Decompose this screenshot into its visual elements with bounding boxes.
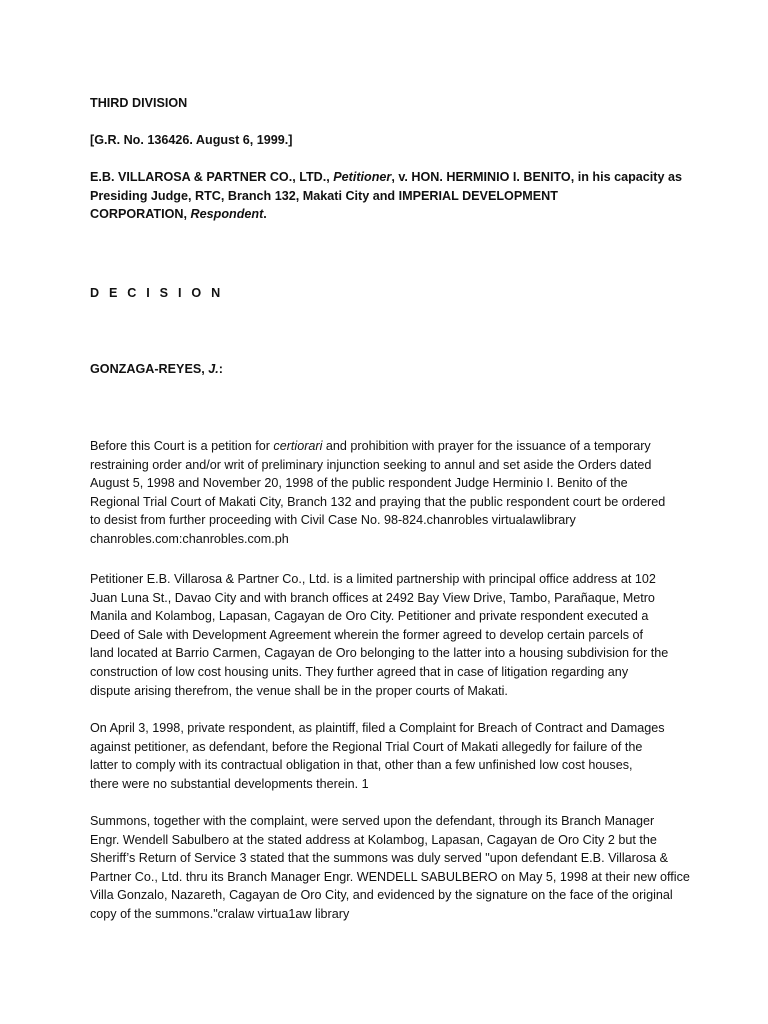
paragraph-1 <box>90 437 680 549</box>
parties-line-3: CORPORATION, Respondent. <box>90 207 267 222</box>
paragraph-line: August 5, 1998 and November 20, 1998 of the public respondent Judge Herminio I. Benito of the <box>90 476 628 491</box>
paragraph-line: land located at Barrio Carmen, Cagayan de Oro belonging to the latter into a housing subdivision for the <box>90 646 669 661</box>
paragraph-line: Before this Court is a petition for certiorari and prohibition with prayer for the issuance of a temporary <box>90 439 651 453</box>
paragraph-line: restraining order and/or writ of preliminary injunction seeking to annul and set aside the Orders dated <box>90 457 652 472</box>
parties-line-1: E.B. VILLAROSA & PARTNER CO., LTD., Petitioner, v. HON. HERMINIO I. BENITO, in his capacity as <box>90 170 683 184</box>
paragraph-line: Juan Luna St., Davao City and with branch offices at 2492 Bay View Drive, Tambo, Parañaque, Metro <box>90 590 655 605</box>
paragraph-line: against petitioner, as defendant, before the Regional Trial Court of Makati allegedly for failure of the <box>90 739 643 754</box>
paragraph-3 <box>90 719 680 793</box>
paragraph-line: Partner Co., Ltd. thru its Branch Manager Engr. WENDELL SABULBERO on May 5, 1998 at their new office <box>90 869 690 884</box>
paragraph-4 <box>90 812 690 924</box>
paragraph-line: Engr. Wendell Sabulbero at the stated address at Kolambog, Lapasan, Cagayan de Oro City 2 but the <box>90 832 657 847</box>
paragraph-line: dispute arising therefrom, the venue shall be in the proper courts of Makati. <box>90 683 508 698</box>
ponente: GONZAGA-REYES, J.: <box>90 362 223 376</box>
paragraph-2 <box>90 570 680 700</box>
paragraph-line: On April 3, 1998, private respondent, as plaintiff, filed a Complaint for Breach of Contract and Damages <box>90 721 665 735</box>
paragraph-line: Petitioner E.B. Villarosa & Partner Co., Ltd. is a limited partnership with principal office address at 102 <box>90 572 656 586</box>
paragraph-line: Regional Trial Court of Makati City, Branch 132 and praying that the public respondent court be ordered <box>90 494 666 509</box>
case-reference: [G.R. No. 136426. August 6, 1999.] <box>90 133 293 147</box>
case-parties <box>90 168 683 224</box>
decision-heading: D E C I S I O N <box>90 286 224 300</box>
paragraph-line: latter to comply with its contractual obligation in that, other than a few unfinished low cost houses, <box>90 758 633 773</box>
paragraph-line: Villa Gonzalo, Nazareth, Cagayan de Oro City, and evidenced by the signature on the face of the original <box>90 888 673 903</box>
paragraph-line: to desist from further proceeding with Civil Case No. 98-824.chanrobles virtualawlibrary <box>90 513 576 528</box>
respondent-role: Respondent <box>190 207 264 222</box>
paragraph-line: Sheriff’s Return of Service 3 stated that the summons was duly served "upon defendant E.B. Villarosa & <box>90 851 669 866</box>
petitioner-role: Petitioner <box>333 170 392 184</box>
paragraph-line: construction of low cost housing units. They further agreed that in case of litigation regarding any <box>90 664 629 679</box>
parties-line-2: Presiding Judge, RTC, Branch 132, Makati City and IMPERIAL DEVELOPMENT <box>90 188 558 203</box>
division-heading: THIRD DIVISION <box>90 96 188 110</box>
paragraph-line: Deed of Sale with Development Agreement wherein the former agreed to develop certain parcels of <box>90 627 644 642</box>
paragraph-line: Manila and Kolambog, Lapasan, Cagayan de Oro City. Petitioner and private respondent executed a <box>90 609 649 624</box>
paragraph-line: chanrobles.com:chanrobles.com.ph <box>90 531 289 546</box>
certiorari-term: certiorari <box>273 439 323 453</box>
paragraph-line: copy of the summons."cralaw virtua1aw library <box>90 906 350 921</box>
paragraph-line: Summons, together with the complaint, were served upon the defendant, through its Branch Manager <box>90 814 655 828</box>
paragraph-line: there were no substantial developments therein. 1 <box>90 776 369 791</box>
